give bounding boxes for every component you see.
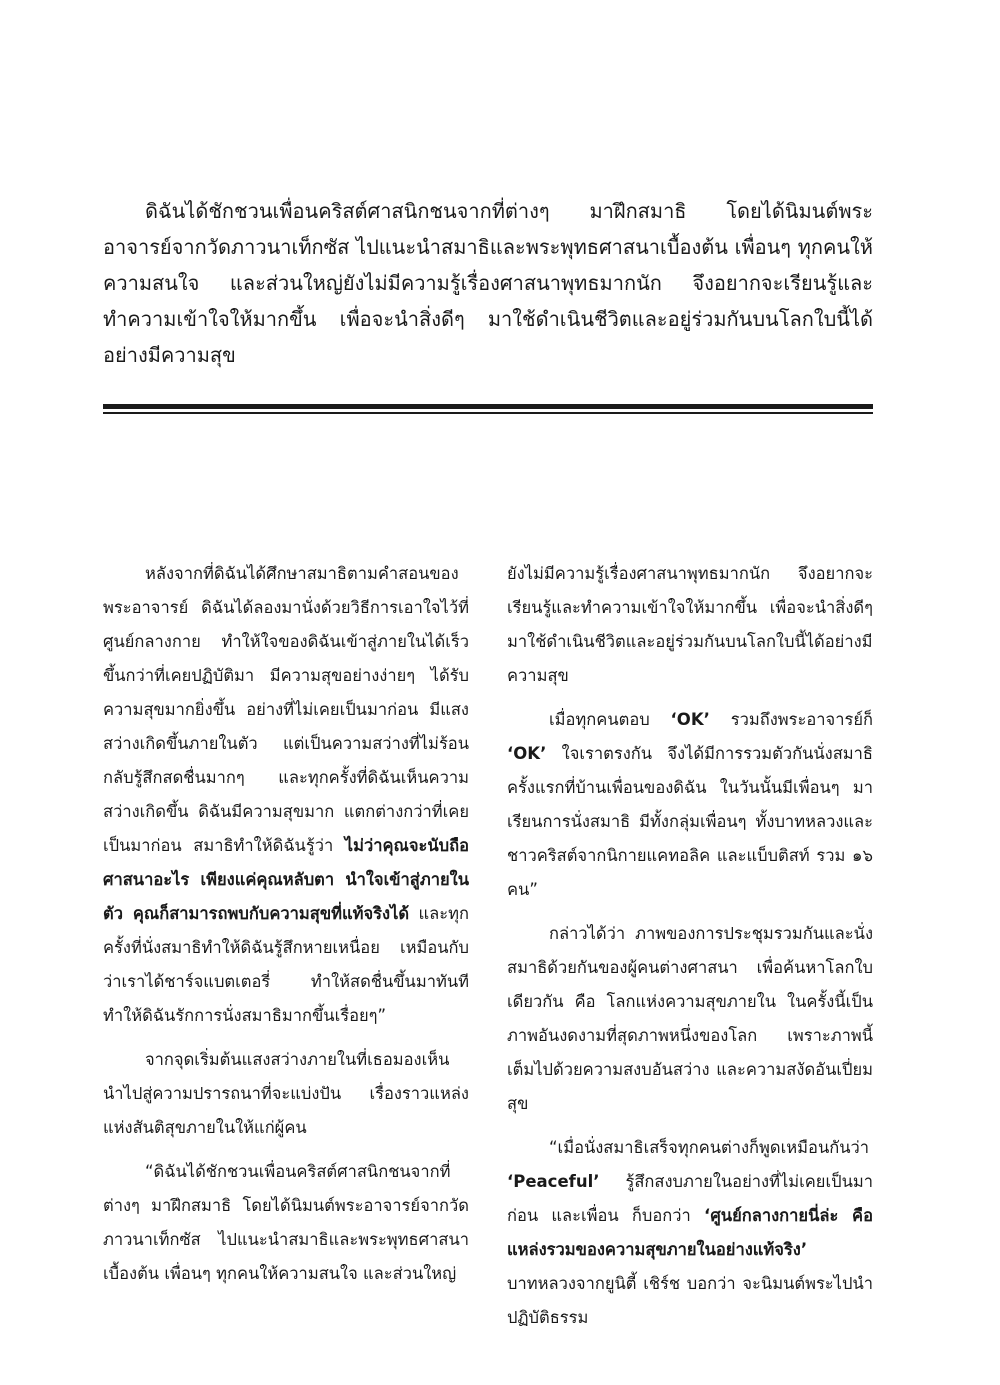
right-p4-text-b: รู้สึกสงบภายในอย่างที่ไม่เคยเป็นมาก่อน และเพื่อน ก็บอกว่า [507,1172,873,1225]
left-column [103,557,469,1301]
right-p2-ok-2: ‘OK’ [507,744,547,763]
section-divider [103,404,873,414]
right-paragraph-2 [507,703,873,907]
intro-paragraph: ดิฉันได้ชักชวนเพื่อนคริสต์ศาสนิกชนจากที่ต่างๆ มาฝึกสมาธิ โดยได้นิมนต์พระอาจารย์จากวัดภาวนาเท็กซัส ไปแนะนำสมาธิและพระพุทธศาสนาเบื้องต้น เพื่อนๆ ทุกคนให้ความสนใจ และส่วนใหญ่ยังไม่มีความรู้เรื่องศาสนาพุทธมากนัก จึงอยากจะเรียนรู้และทำความเข้าใจให้มากขึ้น เพื่อจะนำสิ่งดีๆ มาใช้ดำเนินชีวิตและอยู่ร่วมกันบนโลกใบนี้ได้อย่างมีความสุข [103,199,873,367]
right-p2-text-a: เมื่อทุกคนตอบ [549,710,671,729]
right-paragraph-4 [507,1131,873,1335]
left-paragraph-2: จากจุดเริ่มต้นแสงสว่างภายในที่เธอมองเห็น นำไปสู่ความปรารถนาที่จะแบ่งปัน เรื่องราวแหล่งแห่งสันติสุขภายในให้แก่ผู้คน [103,1050,469,1137]
right-p2-text-c: ใจเราตรงกัน จึงได้มีการรวมตัวกันนั่งสมาธิครั้งแรกที่บ้านเพื่อนของดิฉัน ในวันนั้นมีเพื่อนๆ มาเรียนการนั่งสมาธิ มีทั้งกลุ่มเพื่อนๆ ทั้งบาทหลวงและชาวคริสต์จากนิกายแคทอลิค และแบ็บติสท์ รวม ๑๖ คน” [507,744,873,899]
right-paragraph-3: กล่าวได้ว่า ภาพของการประชุมรวมกันและนั่งสมาธิด้วยกันของผู้คนต่างศาสนา เพื่อค้นหาโลกใบเดียวกัน คือ โลกแห่งความสุขภายใน ในครั้งนี้เป็นภาพอันงดงามที่สุดภาพหนึ่งของโลก เพราะภาพนี้เต็มไปด้วยความสงบอันสว่าง และความสงัดอันเปี่ยมสุข [507,924,873,1113]
right-p4-text-c: บาทหลวงจากยูนิตี้ เชิร์ช บอกว่า จะนิมนต์พระไปนำปฏิบัติธรรม [507,1274,873,1327]
left-p1-text-b: และทุกครั้งที่นั่งสมาธิทำให้ดิฉันรู้สึกหายเหนื่อย เหมือนกับว่าเราได้ชาร์จแบตเตอรี่ ทำให้สดชื่นขึ้นมาทันที ทำให้ดิฉันรักการนั่งสมาธิมากขึ้นเรื่อยๆ” [103,904,469,1025]
right-p2-text-b: รวมถึงพระอาจารย์ก็ [709,710,873,729]
right-p4-peaceful: ‘Peaceful’ [507,1172,600,1191]
intro-paragraph-block [103,193,873,373]
left-p1-text-a: หลังจากที่ดิฉันได้ศึกษาสมาธิตามคำสอนของพระอาจารย์ ดิฉันได้ลองมานั่งด้วยวิธีการเอาใจไว้ที่ศูนย์กลางกาย ทำให้ใจของดิฉันเข้าสู่ภายในได้เร็วขึ้นกว่าที่เคยปฏิบัติมา มีความสุขอย่างง่ายๆ ได้รับความสุขมากยิ่งขึ้น อย่างที่ไม่เคยเป็นมาก่อน มีแสงสว่างเกิดขึ้นภายในตัว แต่เป็นความสว่างที่ไม่ร้อน กลับรู้สึกสดชื่นมากๆ และทุกครั้งที่ดิฉันเห็นความสว่างเกิดขึ้น ดิฉันมีความสุขมาก แตกต่างกว่าที่เคยเป็นมาก่อน สมาธิทำให้ดิฉันรู้ว่า [103,564,469,855]
right-p4-text-a: “เมื่อนั่งสมาธิเสร็จทุกคนต่างก็พูดเหมือนกันว่า [549,1138,870,1157]
left-p1-bold-quote: ไม่ว่าคุณจะนับถือศาสนาอะไร เพียงแค่คุณหลับตา นำใจเข้าสู่ภายในตัว คุณก็สามารถพบกับความสุขที่แท้จริงได้ [103,836,469,923]
divider-thick-line [103,404,873,409]
left-paragraph-3: “ดิฉันได้ชักชวนเพื่อนคริสต์ศาสนิกชนจากที่ต่างๆ มาฝึกสมาธิ โดยได้นิมนต์พระอาจารย์จากวัดภาวนาเท็กซัส ไปแนะนำสมาธิและพระพุทธศาสนาเบื้องต้น เพื่อนๆ ทุกคนให้ความสนใจ และส่วนใหญ่ [103,1162,469,1283]
right-paragraph-1: ยังไม่มีความรู้เรื่องศาสนาพุทธมากนัก จึงอยากจะเรียนรู้และทำความเข้าใจให้มากขึ้น เพื่อจะนำสิ่งดีๆ มาใช้ดำเนินชีวิตและอยู่ร่วมกันบนโลกใบนี้ได้อย่างมีความสุข [507,564,873,685]
right-p2-ok-1: ‘OK’ [670,710,710,729]
right-p4-bold-quote: ‘ศูนย์กลางกายนี่ล่ะ คือแหล่งรวมของความสุขภายในอย่างแท้จริง’ [507,1206,873,1259]
right-column [507,557,873,1345]
divider-thin-line [103,412,873,414]
left-paragraph-1 [103,557,469,1033]
